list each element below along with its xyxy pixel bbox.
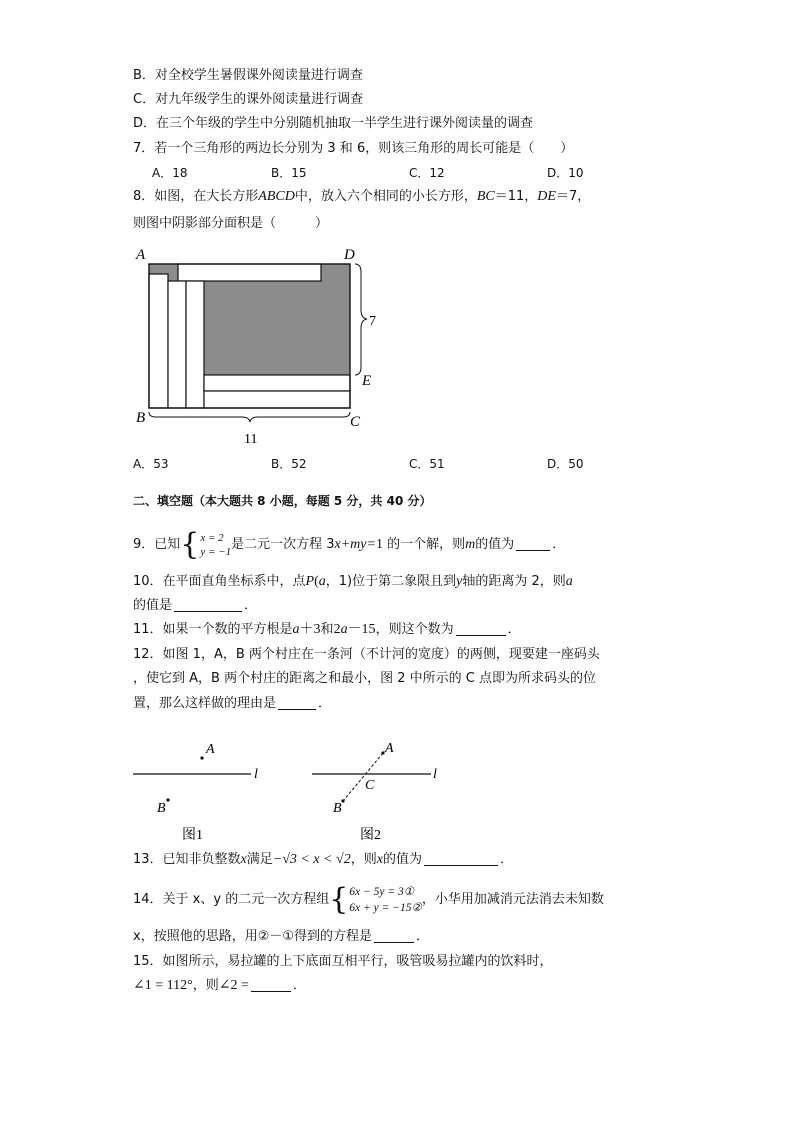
q13-var2: x (376, 852, 383, 867)
q15-end: ． (292, 978, 306, 993)
q10-coords-var: a (318, 574, 326, 589)
fig2-label-c: C (365, 778, 375, 793)
small-rect-top (178, 264, 321, 281)
small-rect-horizontal-2 (204, 391, 350, 408)
q8-stem-mid: 中，放入六个相同的小长方形， (294, 189, 477, 204)
q15-mid: ，则 (192, 978, 219, 993)
q6-option-d: D．在三个年级的学生中分别随机抽取一半学生进行课外阅读量的调查 (133, 116, 534, 131)
q8-bc-value: ＝11， (494, 189, 538, 204)
q13-pre: 13．已知非负整数 (133, 852, 241, 867)
q7-option-a: A．18 (152, 166, 188, 180)
q11-and: 和 (320, 622, 334, 637)
q9-equation-rhs: 1 (375, 537, 383, 552)
small-rect-vertical-3 (186, 281, 204, 408)
q10-var: a (565, 574, 573, 589)
q9-brace: { (180, 526, 200, 562)
q8-option-b: B．52 (271, 457, 307, 471)
q10-coords-open: ( (314, 574, 319, 589)
q13-post2: ，则 (350, 852, 377, 867)
fig2-segment-ab (343, 753, 383, 801)
q7-option-b: B．15 (271, 166, 307, 180)
q13 (133, 850, 513, 870)
fig1-label-a: A (206, 742, 215, 757)
q8-stem-line2: 则图中阴影部分面积是（ ） (133, 216, 329, 231)
fig2-label-b: B (333, 801, 342, 816)
q14-post: ，小华用加减消元法消去未知数 (421, 892, 604, 907)
q7-stem: 7．若一个三角形的两边长分别为 3 和 6，则该三角形的周长可能是（ ） (133, 141, 574, 156)
q11-expr2-var: a (340, 622, 348, 637)
q11-end: ． (507, 622, 521, 637)
q14-answer-blank[interactable] (374, 928, 414, 943)
q11-expr1-const: ＋3 (299, 622, 321, 637)
q8-rect-name: ABCD (258, 189, 295, 204)
fig2-label-a: A (385, 741, 394, 756)
q7-option-d: D．10 (547, 166, 584, 180)
q9-eq1: x = 2 (200, 531, 224, 544)
q9 (133, 526, 566, 562)
q8-stem-line1 (133, 187, 590, 207)
dim-right: 7 (369, 314, 376, 329)
q8-option-c: C．51 (409, 457, 445, 471)
label-b: B (136, 410, 146, 426)
q8-de-value: ＝7， (555, 189, 591, 204)
q14-brace: { (329, 881, 349, 917)
brace-bottom (149, 412, 350, 422)
q10-line2-text: 的值是 (133, 598, 173, 613)
q8-de-label: DE (537, 189, 556, 204)
q11-answer-blank[interactable] (456, 621, 506, 636)
q14-line1 (133, 883, 604, 917)
q8-rectangle-figure (128, 240, 388, 455)
q11-expr2-coef: 2 (333, 622, 341, 637)
q8-bc-label: BC (476, 189, 495, 204)
q15-line1: 15．如图所示，易拉罐的上下底面互相平行，吸管吸易拉罐内的饮料时， (133, 954, 553, 969)
q13-end: ． (499, 852, 513, 867)
fig1-point-a (200, 756, 203, 759)
q9-post-a: 的一个解，则 (382, 537, 466, 552)
q11-expr1-var: a (292, 622, 300, 637)
q11 (133, 620, 521, 640)
q14-line2-text: x，按照他的思路，用②－①得到的方程是 (133, 929, 373, 944)
q8-stem-pre: 8．如图，在大长方形 (133, 189, 259, 204)
brace-right (355, 264, 367, 375)
q10-line1-mid: 位于第二象限且到 (352, 574, 457, 589)
q9-var: m (465, 537, 476, 552)
q9-post-b: 的值为 (475, 537, 515, 552)
q13-post1: 满足 (246, 852, 273, 867)
q14-end: ． (416, 929, 430, 944)
dim-bottom: 11 (244, 432, 258, 447)
q10-coords-close: ，1) (325, 574, 353, 589)
q15-angle2: ∠2 = (218, 978, 249, 993)
q6-option-b: B．对全校学生暑假课外阅读量进行调查 (133, 68, 363, 83)
q10-line1-pre: 10．在平面直角坐标系中，点 (133, 574, 306, 589)
fig1-label-l: l (254, 767, 258, 782)
q13-answer-blank[interactable] (424, 851, 498, 866)
q14-eq2: 6x + y = −15② (349, 901, 422, 914)
fig2-caption: 图2 (360, 828, 381, 843)
q12-answer-blank[interactable] (278, 695, 316, 710)
q12-end: ． (318, 696, 332, 711)
q10-end: ． (244, 598, 258, 613)
q12-figures (128, 735, 448, 845)
q11-pre: 11．如果一个数的平方根是 (133, 622, 293, 637)
q9-system (200, 531, 231, 559)
q10-line1-post: 轴的距离为 2，则 (462, 574, 566, 589)
q13-inequality: −√3 < x < √2 (272, 852, 351, 867)
q11-expr2-const: －15 (347, 622, 376, 637)
q10-point: P (305, 574, 315, 589)
q15-answer-blank[interactable] (251, 977, 291, 992)
q9-equation: x+my= (334, 537, 376, 552)
fig2-label-l: l (433, 767, 437, 782)
q10-line2 (133, 596, 257, 616)
label-a: A (136, 247, 146, 263)
q9-eq2: y = −1 (200, 545, 232, 558)
q8-option-d: D．50 (547, 457, 584, 471)
q15-angle1: ∠1 = 112° (133, 978, 193, 993)
q15-line2 (133, 976, 306, 996)
q9-mid: 是二元一次方程 3 (231, 537, 335, 552)
q11-post: ，则这个数为 (375, 622, 454, 637)
q14-eq1: 6x − 5y = 3① (349, 885, 415, 898)
q9-end: ． (552, 537, 566, 552)
q9-answer-blank[interactable] (516, 536, 550, 551)
q9-pre: 9．已知 (133, 537, 181, 552)
label-e: E (362, 373, 372, 389)
small-rect-vertical-2 (168, 281, 186, 408)
small-rect-horizontal-1 (204, 375, 350, 391)
q14-pre: 14．关于 x、y 的二元一次方程组 (133, 892, 330, 907)
section-2-title: 二、填空题（本大题共 8 小题，每题 5 分，共 40 分） (133, 494, 432, 508)
q13-var: x (240, 852, 247, 867)
q14-line2 (133, 927, 429, 947)
fig2-point-b (341, 799, 344, 802)
q7-option-c: C．12 (409, 166, 445, 180)
label-d: D (344, 247, 355, 263)
q10-axis: y (456, 574, 463, 589)
q10-answer-blank[interactable] (174, 597, 242, 612)
q6-option-c: C．对九年级学生的课外阅读量进行调查 (133, 92, 364, 107)
q12-line3-text: 置，那么这样做的理由是 (133, 696, 277, 711)
small-rect-vertical-1 (149, 274, 168, 408)
label-c: C (350, 414, 361, 430)
fig1-label-b: B (157, 801, 166, 816)
q10-line1 (133, 572, 573, 592)
q12-line2: ，使它到 A，B 两个村庄的距离之和最小，图 2 中所示的 C 点即为所求码头的位 (133, 671, 596, 686)
q14-system (349, 884, 422, 916)
fig1-caption: 图1 (182, 828, 203, 843)
q12-line1: 12．如图 1，A，B 两个村庄在一条河（不计河的宽度）的两侧，现要建一座码头 (133, 647, 600, 662)
q12-line3 (133, 694, 331, 714)
q13-post3: 的值为 (382, 852, 422, 867)
fig1-point-b (166, 798, 169, 801)
q8-option-a: A．53 (133, 457, 169, 471)
